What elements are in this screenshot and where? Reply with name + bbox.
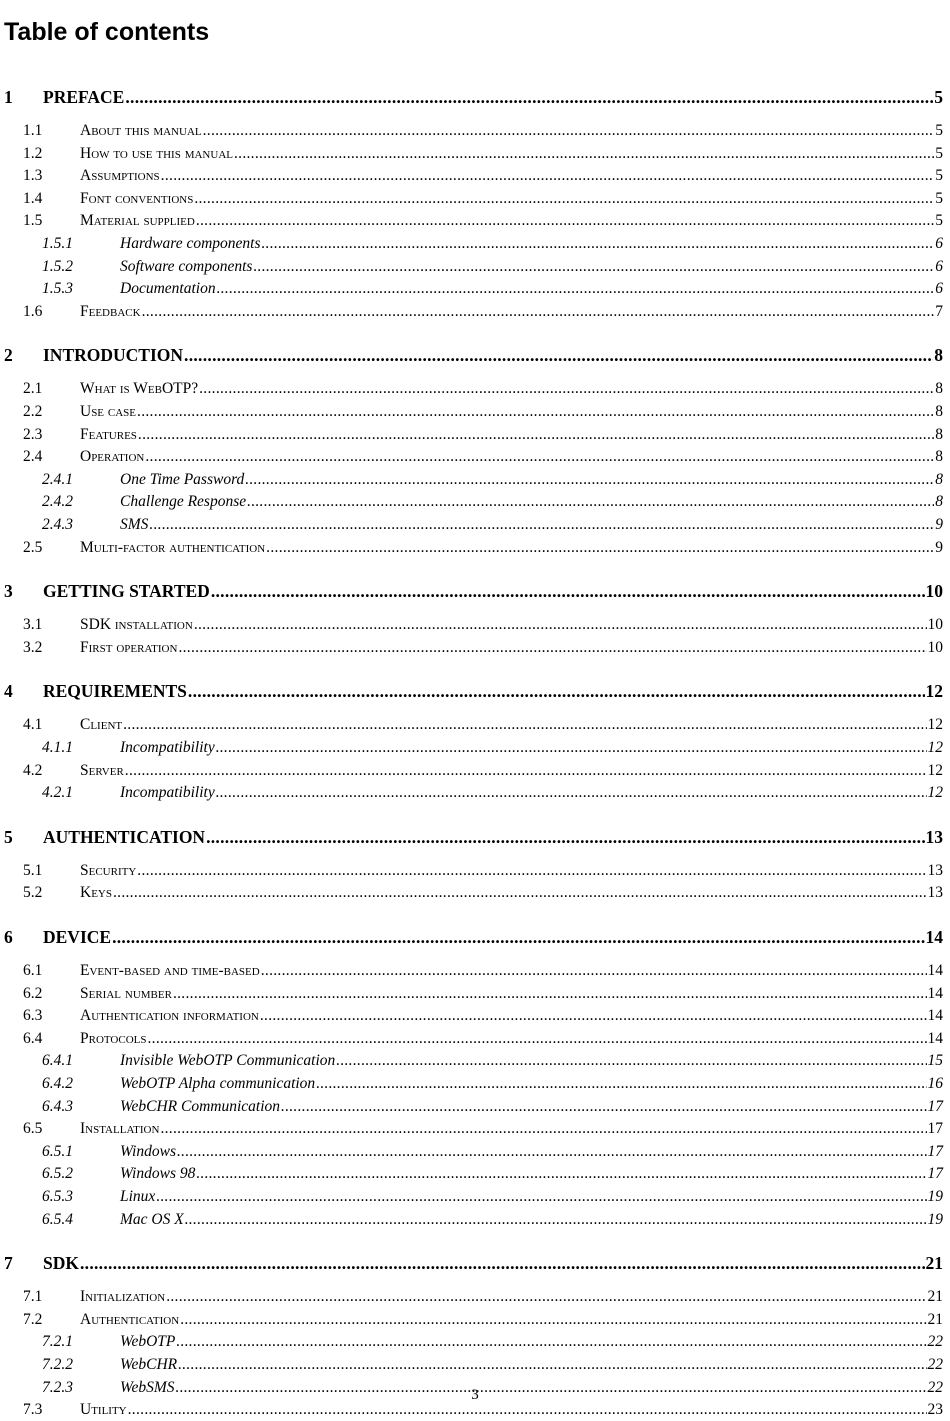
toc-entry-title: SDK [43,1253,79,1274]
toc-entry-7-1[interactable] [23,1288,943,1308]
toc-entry-number: 4.1.1 [42,739,73,756]
toc-entry-page: 12 [927,716,943,734]
toc-entry-number: 1.4 [23,189,43,207]
toc-dot-leader [194,616,927,634]
toc-entry-6-5-2[interactable] [42,1165,943,1185]
toc-entry-number: 7.2.1 [42,1333,73,1351]
toc-entry-page: 12 [925,681,943,702]
toc-entry-number: 4.2.1 [42,784,73,802]
toc-dot-leader [145,448,934,466]
toc-entry-2-4[interactable] [23,448,943,468]
toc-entry-number: 6 [4,927,13,947]
toc-entry-page: 21 [927,1310,943,1328]
toc-entry-number: 7.2.3 [42,1378,73,1396]
toc-entry-number: 2.5 [23,538,43,556]
toc-entry-1-4[interactable] [23,190,943,210]
toc-entry-number: 6.5.1 [42,1142,73,1160]
toc-entry-page: 16 [927,1075,943,1092]
toc-entry-title: GETTING STARTED [43,581,210,602]
toc-entry-page: 7 [935,302,943,320]
toc-dot-leader [112,927,924,948]
toc-entry-page: 5 [935,212,943,230]
toc-dot-leader [234,145,934,163]
toc-dot-leader [176,1333,926,1351]
toc-dot-leader [173,985,927,1003]
toc-entry-page: 17 [927,1097,943,1115]
toc-entry-1-6[interactable] [23,303,943,323]
toc-dot-leader [147,1030,926,1048]
toc-entry-number: 1 [4,87,13,107]
toc-entry-1-5-1[interactable] [42,235,943,255]
toc-dot-leader [113,884,927,902]
toc-entry-1-5-3[interactable] [42,280,943,300]
toc-entry-4-1-1[interactable] [42,739,943,759]
toc-entry-2[interactable] [4,345,943,367]
toc-entry-title: Font conventions [80,189,194,207]
toc-dot-leader [142,303,935,321]
toc-entry-page: 14 [927,962,943,979]
toc-entry-number: 2.4.1 [42,470,73,488]
toc-entry-title: One Time Password [120,470,245,488]
toc-entry-5-1[interactable] [23,862,943,882]
toc-entry-2-4-1[interactable] [42,471,943,491]
toc-dot-leader [178,639,926,657]
toc-entry-title: Software components [120,257,253,275]
toc-entry-3-2[interactable] [23,639,943,659]
toc-entry-page: 13 [927,861,943,879]
toc-dot-leader [216,784,927,802]
toc-entry-7[interactable] [4,1253,943,1275]
toc-entry-4-2-1[interactable] [42,784,943,804]
toc-entry-number: 2 [4,345,13,366]
toc-dot-leader [281,1098,926,1116]
toc-entry-title: About this manual [80,122,202,139]
toc-entry-page: 5 [935,144,943,162]
toc-entry-number: 6.4.1 [42,1052,73,1070]
toc-entry-page: 17 [927,1120,943,1138]
toc-dot-leader [185,1211,927,1229]
toc-entry-title: AUTHENTICATION [43,826,206,847]
toc-entry-page: 14 [927,1007,943,1025]
toc-entry-2-4-2[interactable] [42,493,943,513]
toc-entry-title: SMS [120,516,149,533]
toc-entry-number: 2.4.3 [42,516,73,533]
toc-entry-6-5-3[interactable] [42,1188,943,1208]
toc-entry-page: 13 [925,826,943,847]
toc-dot-leader [180,1311,926,1329]
toc-entry-number: 6.5.4 [42,1210,73,1228]
toc-entry-page: 5 [934,87,943,107]
toc-entry-title: Serial number [80,984,172,1002]
toc-entry-title: WebSMS [120,1378,175,1396]
toc-entry-title: Multi-factor authentication [80,538,266,556]
toc-entry-title: Utility [80,1401,127,1419]
toc-entry-number: 6.5.2 [42,1165,73,1183]
toc-dot-leader [188,681,925,702]
toc-entry-number: 1.2 [23,144,43,162]
toc-dot-leader [266,539,934,557]
toc-dot-leader [316,1075,926,1093]
toc-entry-7-2-2[interactable] [42,1356,943,1376]
toc-entry-number: 4.2 [23,761,43,779]
toc-entry-title: Challenge Response [120,493,247,511]
toc-dot-leader [196,212,934,230]
toc-entry-number: 7.3 [23,1401,43,1419]
toc-dot-leader [261,962,927,980]
toc-entry-number: 7.2.2 [42,1356,73,1373]
toc-entry-title: Assumptions [80,167,160,185]
toc-entry-title: Documentation [120,280,216,298]
toc-dot-leader [184,345,933,366]
toc-entry-page: 5 [935,122,943,139]
toc-entry-number: 7 [4,1253,13,1274]
toc-dot-leader [123,716,926,734]
toc-entry-title: Features [80,425,137,443]
toc-entry-page: 9 [935,516,943,533]
toc-entry-6-4-2[interactable] [42,1075,943,1095]
toc-entry-4[interactable] [4,681,943,703]
toc-entry-title: Mac OS X [120,1210,184,1228]
toc-entry-page: 8 [935,380,943,398]
toc-entry-title: WebOTP [120,1333,176,1351]
toc-entry-number: 5 [4,826,13,847]
toc-entry-page: 12 [927,784,943,802]
toc-entry-6-2[interactable] [23,985,943,1005]
toc-entry-2-2[interactable] [23,403,943,423]
toc-entry-page: 10 [925,581,943,602]
toc-entry-number: 4 [4,681,13,702]
toc-entry-title: How to use this manual [80,144,233,162]
toc-entry-title: Installation [80,1120,160,1138]
toc-entry-2-1[interactable] [23,380,943,400]
toc-entry-7-3[interactable] [23,1401,943,1421]
toc-entry-page: 6 [935,257,943,275]
toc-entry-4-1[interactable] [23,716,943,736]
toc-entry-title: Incompatibility [120,739,215,756]
toc-entry-title: Authentication [80,1310,180,1328]
toc-entry-page: 19 [927,1188,943,1205]
toc-entry-number: 6.4.3 [42,1097,73,1115]
toc-entry-number: 1.6 [23,302,43,320]
toc-entry-number: 5.1 [23,861,43,879]
toc-entry-page: 8 [935,403,943,420]
toc-entry-title: First operation [80,638,178,656]
toc-entry-2-3[interactable] [23,426,943,446]
toc-entry-6-4-1[interactable] [42,1052,943,1072]
toc-dot-leader [206,827,924,848]
toc-entry-title: REQUIREMENTS [43,681,187,702]
toc-dot-leader [166,1288,926,1306]
toc-dot-leader [137,403,934,421]
toc-dot-leader [203,122,935,140]
toc-entry-number: 1.3 [23,167,43,185]
toc-entry-number: 7.2 [23,1310,43,1328]
toc-entry-title: Server [80,761,124,779]
toc-entry-7-2[interactable] [23,1311,943,1331]
toc-entry-page: 22 [927,1378,943,1396]
toc-entry-title: Use case [80,403,137,420]
toc-entry-title: Windows [120,1142,176,1160]
toc-entry-title: Event-based and time-based [80,962,260,979]
toc-entry-title: Operation [80,448,145,466]
toc-entry-number: 1.5.1 [42,235,73,252]
toc-entry-number: 6.2 [23,984,43,1002]
toc-entry-page: 21 [925,1253,943,1274]
toc-entry-6-4-3[interactable] [42,1098,943,1118]
toc-entry-number: 3.2 [23,638,43,656]
toc-dot-leader [260,1007,927,1025]
toc-entry-number: 3.1 [23,616,43,634]
toc-dot-leader [245,471,934,489]
toc-entry-number: 2.4 [23,448,43,466]
toc-dot-leader [336,1052,926,1070]
toc-entry-title: Feedback [80,302,141,320]
toc-entry-page: 13 [927,884,943,902]
toc-entry-number: 2.3 [23,425,43,443]
toc-dot-leader [137,862,926,880]
toc-entry-title: Protocols [80,1029,147,1047]
toc-entry-title: WebCHR Communication [120,1097,281,1115]
toc-entry-page: 14 [925,927,943,947]
toc-entry-6-4[interactable] [23,1030,943,1050]
toc-entry-title: PREFACE [43,87,125,107]
toc-entry-title: Windows 98 [120,1165,196,1183]
toc-dot-leader [161,167,935,185]
toc-entry-6-3[interactable] [23,1007,943,1027]
toc-entry-4-2[interactable] [23,762,943,782]
toc-entry-page: 12 [927,761,943,779]
toc-entry-page: 21 [927,1288,943,1306]
toc-entry-number: 6.3 [23,1007,43,1025]
toc-entry-title: What is WebOTP? [80,380,199,398]
toc-dot-leader [138,426,934,444]
toc-entry-1-3[interactable] [23,167,943,187]
toc-entry-number: 1.5 [23,212,43,230]
toc-dot-leader [247,493,934,511]
toc-entry-2-4-3[interactable] [42,516,943,536]
toc-entry-number: 1.1 [23,122,43,139]
toc-dot-leader [160,1120,926,1138]
toc-entry-number: 2.2 [23,403,43,420]
toc-entry-number: 3 [4,581,13,602]
toc-dot-leader [196,1165,926,1183]
toc-entry-page: 8 [935,448,943,466]
toc-entry-number: 2.4.2 [42,493,73,511]
toc-entry-1-2[interactable] [23,145,943,165]
toc-entry-page: 22 [927,1333,943,1351]
toc-entry-number: 5.2 [23,884,43,902]
toc-entry-6-5-1[interactable] [42,1143,943,1163]
toc-entry-page: 10 [927,638,943,656]
toc-entry-title: WebOTP Alpha communication [120,1075,316,1092]
toc-dot-leader [149,516,934,534]
toc-dot-leader [217,280,935,298]
toc-entry-page: 5 [935,189,943,207]
toc-entry-number: 6.4.2 [42,1075,73,1092]
toc-dot-leader [216,739,927,757]
toc-entry-page: 9 [935,538,943,556]
toc-entry-title: SDK installation [80,616,193,634]
toc-entry-page: 15 [927,1052,943,1070]
toc-entry-number: 6.1 [23,962,43,979]
toc-entry-page: 8 [935,493,943,511]
toc-entry-1[interactable] [4,87,943,109]
toc-entry-title: Linux [120,1188,156,1205]
toc-entry-title: Incompatibility [120,784,215,802]
toc-entry-7-2-1[interactable] [42,1333,943,1353]
page-number: 3 [471,1387,479,1403]
toc-entry-6-5-4[interactable] [42,1211,943,1231]
toc-entry-number: 6.5.3 [42,1188,73,1205]
toc-entry-page: 19 [927,1210,943,1228]
toc-entry-6-5[interactable] [23,1120,943,1140]
toc-entry-title: Initialization [80,1288,166,1306]
toc-dot-leader [178,1356,926,1374]
toc-entry-page: 6 [935,280,943,298]
toc-entry-page: 14 [927,984,943,1002]
toc-entry-6[interactable] [4,927,943,949]
toc-dot-leader [211,581,925,602]
toc-entry-title: Security [80,861,137,879]
toc-dot-leader [194,190,934,208]
toc-dot-leader [262,235,935,253]
toc-entry-title: Authentication information [80,1007,259,1025]
toc-entry-1-5-2[interactable] [42,258,943,278]
toc-entry-page: 8 [934,345,943,366]
toc-entry-6-1[interactable] [23,962,943,982]
toc-entry-title: Client [80,716,123,734]
toc-entry-number: 1.5.3 [42,280,73,298]
toc-entry-number: 4.1 [23,716,43,734]
toc-entry-number: 7.1 [23,1288,43,1306]
toc-entry-title: Keys [80,884,112,902]
toc-entry-page: 6 [935,235,943,252]
toc-entry-number: 2.1 [23,380,43,398]
toc-entry-page: 8 [935,470,943,488]
toc-entry-2-5[interactable] [23,539,943,559]
toc-entry-page: 10 [927,616,943,634]
toc-entry-5[interactable] [4,827,943,849]
toc-entry-page: 8 [935,425,943,443]
toc-entry-title: Invisible WebOTP Communication [120,1052,336,1070]
toc-entry-number: 1.5.2 [42,257,73,275]
toc-entry-number: 6.5 [23,1120,43,1138]
toc-dot-leader [199,380,934,398]
toc-entry-title: DEVICE [43,927,112,947]
toc-entry-5-2[interactable] [23,884,943,904]
toc-entry-title: Hardware components [120,235,261,252]
toc-dot-leader [80,1253,925,1274]
toc-entry-title: WebCHR [120,1356,178,1373]
toc-entry-page: 17 [927,1165,943,1183]
toc-entry-page: 22 [927,1356,943,1373]
toc-entry-page: 23 [927,1401,943,1419]
toc-entry-page: 14 [927,1029,943,1047]
toc-dot-leader [156,1188,926,1206]
toc-entry-3[interactable] [4,581,943,603]
toc-entry-page: 12 [927,739,943,756]
toc-entry-1-1[interactable] [23,122,943,142]
toc-entry-title: Material supplied [80,212,195,230]
toc-dot-leader [177,1143,927,1161]
toc-entry-page: 17 [927,1142,943,1160]
toc-entry-3-1[interactable] [23,616,943,636]
toc-dot-leader [253,258,934,276]
toc-entry-1-5[interactable] [23,212,943,232]
toc-entry-number: 6.4 [23,1029,43,1047]
toc-dot-leader [125,762,927,780]
page-title: Table of contents [4,18,210,46]
toc-entry-title: INTRODUCTION [43,345,184,366]
toc-dot-leader [125,87,933,108]
toc-entry-page: 5 [935,167,943,185]
